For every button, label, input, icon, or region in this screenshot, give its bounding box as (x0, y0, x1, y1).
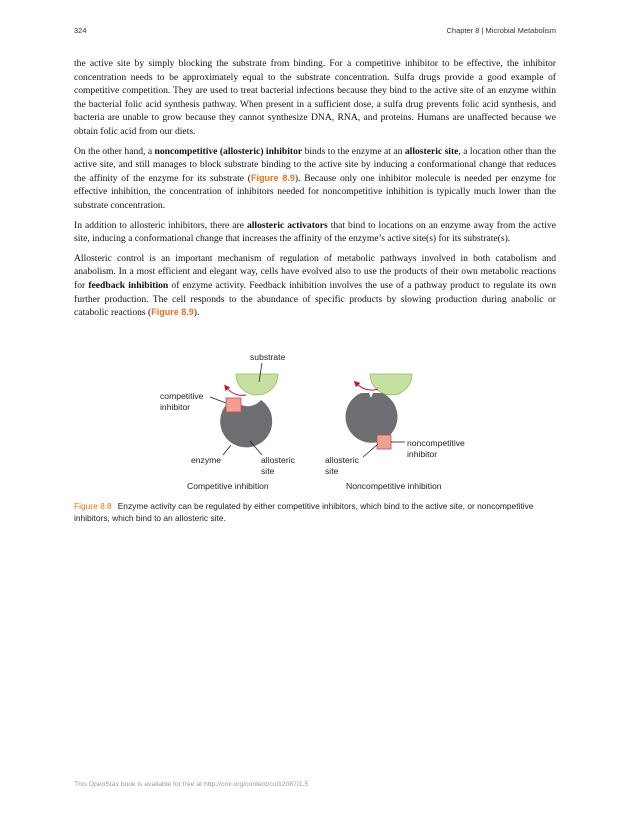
substrate-shape-right (370, 374, 412, 395)
leader-allosteric-site-right (363, 444, 378, 457)
enzyme-inhibition-diagram (74, 345, 556, 495)
label-allosteric-site-left-2: site (261, 466, 275, 476)
label-noncompetitive-inhibitor-2: inhibitor (407, 449, 438, 459)
label-enzyme: enzyme (191, 455, 222, 465)
page-footer[interactable]: This OpenStax book is available for free at http://cnx.org/content/col12087/1.5 (74, 781, 309, 788)
competitive-inhibitor-shape (226, 398, 241, 412)
term-allosteric-site: allosteric site (404, 145, 459, 157)
caption-text: Enzyme activity can be regulated by either competitive inhibitors, which bind to the active site, or noncompetitive inhibitors, which bind to an allosteric site. (74, 501, 534, 523)
label-allosteric-site-right-2: site (325, 466, 339, 476)
leader-competitive-inhibitor (210, 397, 226, 403)
figure-enzyme-inhibition (74, 345, 556, 495)
label-competitive-inhibitor-2: inhibitor (160, 402, 191, 412)
figure-caption (74, 500, 544, 524)
running-head: Chapter 8 | Microbial Metabolism (446, 26, 556, 35)
leader-enzyme (223, 445, 231, 455)
paragraph-2: On the other hand, a noncompetitive (allosteric) inhibitor binds to the enzyme at an allosteric site, a location other than the active site, and still manages to block substrate binding to the active site by inducing a conformational change that reduces the affinity of the enzyme for its substrate (Figure 8.9). Because only one inhibitor molecule is needed per enzyme for effective inhibition, the concentration of inhibitors needed for noncompetitive inhibition is typically much lower than the substrate concentration. (74, 145, 557, 211)
term-feedback-inhibition: feedback inhibition (88, 279, 169, 291)
figure-label: Figure 8.8 (74, 501, 112, 511)
paragraph-3: In addition to allosteric inhibitors, there are allosteric activators that bind to locations on an enzyme away from the active site, inducing a conformational change that increases the affinity of the enzyme’s active site(s) for its substrate(s). (74, 219, 556, 245)
substrate-shape-left (236, 374, 278, 395)
panel-left-title: Competitive inhibition (187, 481, 269, 491)
figure-link[interactable]: Figure 8.9 (250, 172, 295, 183)
term-noncompetitive-inhibitor: noncompetitive (allosteric) inhibitor (154, 145, 303, 157)
label-substrate: substrate (250, 352, 286, 362)
label-allosteric-site-left-1: allosteric (261, 455, 295, 465)
paragraph-1: the active site by simply blocking the substrate from binding. For a competitive inhibitor to be effective, the inhibitor concentration needs to be approximately equal to the substrate concentration. Sulfa drugs provide a good example of competitive competition. They are used to treat bacterial infections because they bind to the active site of an enzyme within the bacterial folic acid synthesis pathway. When present in a sufficient dose, a sulfa drug prevents folic acid synthesis, and bacteria are unable to grow because they cannot synthesize DNA, RNA, and proteins. Humans are unaffected because we obtain folic acid from our diets. (74, 58, 556, 137)
term-allosteric-activators: allosteric activators (246, 219, 328, 231)
label-allosteric-site-right-1: allosteric (325, 455, 359, 465)
noncompetitive-inhibitor-shape (377, 435, 391, 449)
page-number: 324 (74, 26, 87, 35)
paragraph-4: Allosteric control is an important mechanism of regulation of metabolic pathways involved in both catabolism and anabolism. In a most efficient and elegant way, cells have evolved also to use the products of their own metabolic reactions for feedback inhibition of enzyme activity. Feedback inhibition involves the use of a pathway product to regulate its own further production. The cell responds to the abundance of specific products by slowing production during anabolic or catabolic reactions (Figure 8.9). (74, 252, 557, 319)
label-noncompetitive-inhibitor-1: noncompetitive (407, 438, 465, 448)
body-text (74, 57, 556, 326)
figure-link[interactable]: Figure 8.9 (151, 307, 194, 318)
label-competitive-inhibitor-1: competitive (160, 391, 204, 401)
panel-right-title: Noncompetitive inhibition (346, 481, 442, 491)
